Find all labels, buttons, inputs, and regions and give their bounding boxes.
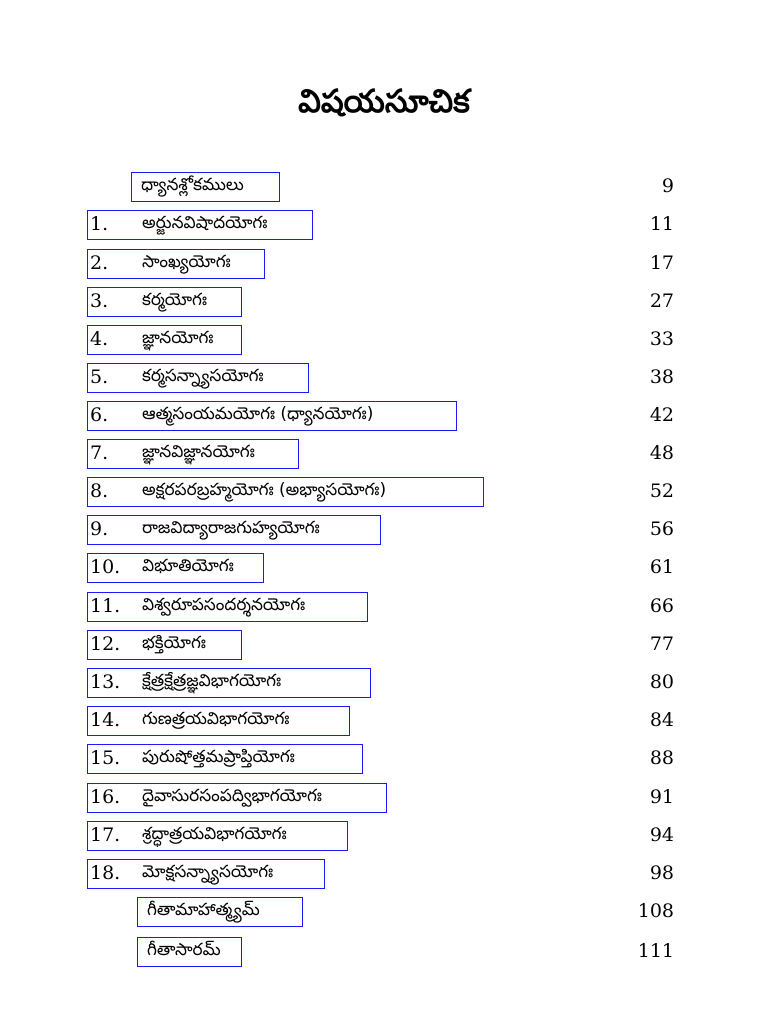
chapter-number: 6. [90,404,109,426]
page-number: 108 [637,900,674,922]
chapter-number: 15. [90,747,121,769]
page-number: 66 [649,595,674,617]
chapter-title: కర్మయోగః [142,290,207,310]
chapter-title: ధ్యానశ్లోకములు [141,175,244,195]
chapter-title: విభూతియోగః [142,556,234,576]
chapter-number: 18. [90,862,121,884]
chapter-number: 1. [90,213,109,235]
chapter-number: 17. [90,824,121,846]
page-number: 27 [649,290,674,312]
chapter-title: భక్తియోగః [142,633,206,653]
chapter-title: మోక్షసన్న్యాసయోగః [142,862,274,882]
toc-entry [0,592,768,626]
page-number: 84 [649,709,674,731]
toc-entry [0,744,768,778]
chapter-number: 13. [90,671,121,693]
chapter-title: దైవాసురసంపద్విభాగయోగః [142,786,322,806]
chapter-title: క్షేత్రక్షేత్రజ్ఞవిభాగయోగః [142,671,282,691]
toc-entry [0,821,768,855]
chapter-title: జ్ఞానయోగః [142,328,214,348]
toc-entry [0,439,768,473]
page-number: 17 [649,252,674,274]
chapter-title: గీతామాహాత్మ్యమ్ [147,900,260,920]
toc-entry [0,668,768,702]
page-number: 38 [649,366,674,388]
toc-entry [0,897,768,931]
page-number: 11 [649,213,674,235]
page-number: 33 [649,328,674,350]
toc-entry [0,363,768,397]
page-number: 48 [649,442,674,464]
toc-entry [0,477,768,511]
chapter-number: 16. [90,786,121,808]
page-number: 61 [649,556,674,578]
chapter-title: అర్జునవిషాదయోగః [142,213,268,233]
page-number: 56 [649,518,674,540]
page-number: 80 [649,671,674,693]
page-number: 42 [649,404,674,426]
chapter-title: రాజవిద్యారాజగుహ్యయోగః [142,518,320,538]
chapter-number: 4. [90,328,109,350]
chapter-number: 3. [90,290,109,312]
chapter-number: 9. [90,518,109,540]
chapter-number: 2. [90,252,109,274]
chapter-title: గీతాసారమ్ [147,940,221,960]
page-number: 52 [649,480,674,502]
toc-entry [0,937,768,971]
chapter-title: ఆత్మసంయమయోగః (ధ్యానయోగః) [142,404,374,424]
chapter-number: 14. [90,709,121,731]
chapter-title: అక్షరపరబ్రహ్మయోగః (అభ్యాసయోగః) [142,480,387,500]
chapter-number: 11. [90,595,121,617]
page-number: 9 [661,175,674,197]
chapter-title: శ్రద్ధాత్రయవిభాగయోగః [142,824,287,844]
toc-entry [0,706,768,740]
page-number: 111 [637,940,674,962]
page-number: 91 [649,786,674,808]
chapter-title: కర్మసన్న్యాసయోగః [142,366,264,386]
toc-entry [0,630,768,664]
page-number: 98 [649,862,674,884]
toc-entry [0,325,768,359]
chapter-number: 10. [90,556,121,578]
toc-entry [0,172,768,206]
toc-entry [0,210,768,244]
chapter-number: 5. [90,366,109,388]
page-number: 88 [649,747,674,769]
chapter-title: విశ్వరూపసందర్శనయోగః [142,595,306,615]
toc-entry [0,249,768,283]
page-number: 77 [649,633,674,655]
page-number: 94 [649,824,674,846]
toc-entry [0,783,768,817]
chapter-number: 8. [90,480,109,502]
toc-entry [0,287,768,321]
chapter-title: జ్ఞానవిజ్ఞానయోగః [142,442,255,462]
chapter-title: గుణత్రయవిభాగయోగః [142,709,290,729]
toc-entry [0,553,768,587]
chapter-title: పురుషోత్తమప్రాప్తియోగః [142,747,295,767]
toc-entry [0,859,768,893]
chapter-title: సాంఖ్యయోగః [142,252,231,272]
chapter-number: 12. [90,633,121,655]
toc-entry [0,401,768,435]
toc-entry [0,515,768,549]
chapter-number: 7. [90,442,109,464]
page-title: విషయసూచిక [298,82,470,120]
